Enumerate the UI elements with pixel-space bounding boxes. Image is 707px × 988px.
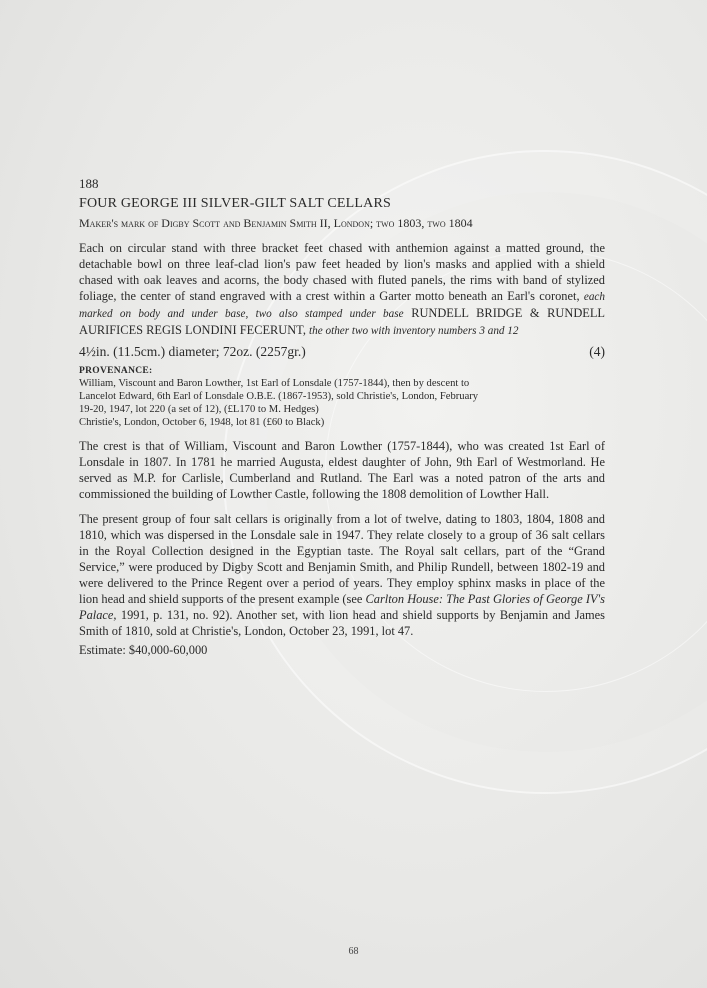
description-italic-marks: each marked on body and under base, two also stamped under base [79, 291, 605, 320]
lot-number: 188 [79, 176, 99, 191]
lot-title: FOUR GEORGE III SILVER-GILT SALT CELLARS [79, 196, 392, 211]
note-paragraph-crest: The crest is that of William, Viscount and Baron Lowther (1757-1844), who was created 1st Earl of Lonsdale in 1807. In 1781 he married Augusta, eldest daughter of John, 9th Earl of Westmorland. He served as M.P. for Carlisle, Cumberland and Rutland. The Earl was a noted patron of the arts and commissioned the building of Lowther Castle, following the 1808 demolition of Lowther Hall. [79, 439, 605, 501]
dimensions: 4½in. (11.5cm.) diameter; 72oz. (2257gr.) [79, 344, 306, 359]
lot-entry [79, 176, 605, 658]
provenance-heading: PROVENANCE: [79, 366, 153, 376]
provenance-line: William, Viscount and Baron Lowther, 1st Earl of Lonsdale (1757-1844), then by descent to [79, 378, 470, 389]
description-stamp: RUNDELL BRIDGE & RUNDELL AURIFICES REGIS LONDINI FECERUNT, [79, 306, 605, 337]
estimate: Estimate: $40,000-60,000 [79, 643, 208, 657]
provenance-line: 19-20, 1947, lot 220 (a set of 12), (£L170 to M. Hedges) [79, 404, 319, 415]
description-italic-inventory: the other two with inventory numbers 3 and 12 [309, 325, 519, 337]
provenance-line: Christie's, London, October 6, 1948, lot 81 (£60 to Black) [79, 417, 325, 428]
dimensions-row [79, 344, 605, 360]
quantity: (4) [589, 344, 605, 359]
page-number: 68 [348, 946, 359, 957]
note-text: The present group of four salt cellars is originally from a lot of twelve, dating to 1803, 1804, 1808 and 1810, which was dispersed in the Lonsdale sale in 1947. They relate closely to a group of 36 salt cellars in the Royal Collection designed in the Egyptian taste. The Royal salt cellars, part of the “Grand Service,” were produced by Digby Scott and Benjamin Smith, and Philip Rundell, between 1802-19 and were delivered to the Prince Regent over a period of years. They employ sphinx masks in place of the lion head and shield supports of the present example (see [79, 512, 605, 606]
note-book-title: Carlton House: The Past Glories of George IV's Palace, [79, 592, 605, 622]
description-main: Each on circular stand with three bracket feet chased with anthemion against a matted ground, the detachable bowl on three leaf-clad lion's paw feet headed by lion's masks and applied with a shield chased with oak leaves and acorns, the body chased with fluted panels, the rims with band of stylized foliage, the center of stand engraved with a crest within a Garter motto beneath an Earl's coronet, [79, 241, 605, 303]
maker-mark: Maker's mark of Digby Scott and Benjamin Smith II, London; two 1803, two 1804 [79, 216, 473, 230]
lot-description [79, 240, 605, 339]
provenance-line: Lancelot Edward, 6th Earl of Lonsdale O.B.E. (1867-1953), sold Christie's, London, February [79, 391, 479, 402]
note-paragraph-group [79, 511, 605, 639]
note-text: 1991, p. 131, no. 92). Another set, with lion head and shield supports by Benjamin and James Smith of 1810, sold at Christie's, London, October 23, 1991, lot 47. [79, 608, 605, 638]
